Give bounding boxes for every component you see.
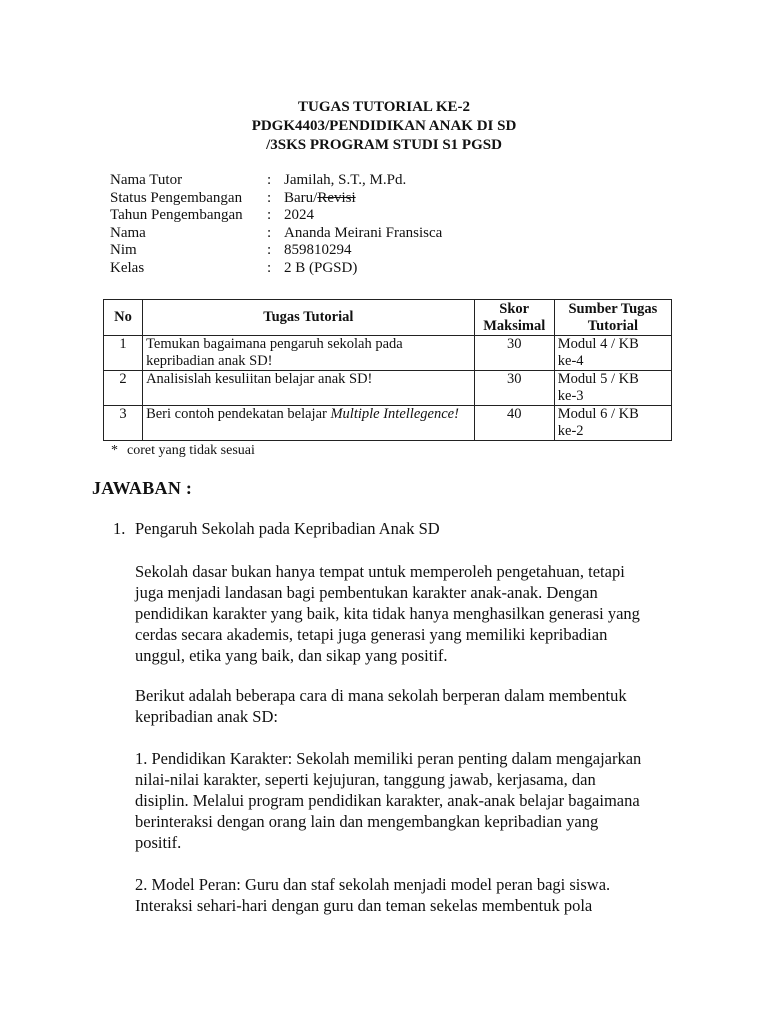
row-source-line1: Modul 5 / KB	[557, 371, 639, 387]
answer-heading-text: Pengaruh Sekolah pada Kepribadian Anak SD	[135, 519, 440, 538]
row-source-line2: ke-2	[557, 423, 584, 439]
info-label: Tahun Pengembangan	[110, 207, 243, 224]
paragraph-line: berinteraksi dengan orang lain dan mengembangkan kepribadian yang	[135, 812, 599, 831]
info-row-class	[110, 260, 442, 278]
column-header-score	[474, 300, 554, 336]
footnote-text: coret yang tidak sesuai	[127, 443, 255, 458]
row-no: 3	[104, 406, 143, 441]
info-colon: :	[267, 207, 272, 224]
footnote-asterisk: *	[111, 443, 118, 458]
table-row	[104, 406, 672, 441]
status-option-revisi-struck: Revisi	[317, 189, 356, 206]
row-task	[143, 336, 475, 371]
row-source	[554, 371, 671, 406]
paragraph-intro	[135, 561, 695, 666]
paragraph-line: Interaksi sehari-hari dengan guru dan teman sekelas membentuk pola	[135, 896, 593, 915]
paragraph-list-intro	[135, 685, 695, 727]
table-header-row	[104, 300, 672, 336]
row-source-line1: Modul 4 / KB	[557, 336, 639, 352]
paragraph-point-1	[135, 748, 695, 853]
info-colon: :	[267, 172, 272, 188]
info-colon: :	[267, 242, 272, 259]
document-header	[0, 98, 768, 155]
info-label: Nama	[110, 224, 146, 241]
row-task-prefix: Beri contoh pendekatan belajar	[146, 406, 331, 422]
info-value: 2024	[284, 207, 314, 224]
row-source-line2: ke-4	[557, 353, 584, 369]
paragraph-line: kepribadian anak SD:	[135, 707, 278, 726]
row-task-line2: kepribadian anak SD!	[146, 353, 273, 369]
paragraph-line: Sekolah dasar bukan hanya tempat untuk memperoleh pengetahuan, tetapi	[135, 562, 625, 581]
info-label: Nama Tutor	[110, 172, 183, 188]
column-header-score-line2: Maksimal	[483, 317, 546, 334]
column-header-score-line1: Skor	[499, 300, 530, 317]
info-row-name	[110, 225, 442, 243]
info-row-tutor	[110, 172, 442, 190]
column-header-source-line1: Sumber Tugas	[568, 300, 658, 317]
row-source	[554, 406, 671, 441]
info-value: Jamilah, S.T., M.Pd.	[284, 172, 407, 188]
info-label: Nim	[110, 242, 137, 259]
tutorial-task-table	[103, 299, 672, 441]
answer-heading	[113, 519, 440, 539]
row-score: 30	[474, 336, 554, 371]
header-title-line2: PDGK4403/PENDIDIKAN ANAK DI SD	[251, 118, 517, 134]
info-value: 2 B (PGSD)	[284, 259, 358, 276]
row-source-line1: Modul 6 / KB	[557, 406, 639, 422]
info-value: 859810294	[284, 242, 352, 259]
paragraph-line: unggul, etika yang baik, dan sikap yang positif.	[135, 646, 448, 665]
paragraph-line: juga menjadi landasan bagi pembentukan karakter anak-anak. Dengan	[135, 583, 598, 602]
table-row	[104, 336, 672, 371]
paragraph-line: Berikut adalah beberapa cara di mana sekolah berperan dalam membentuk	[135, 686, 627, 705]
info-value	[284, 190, 356, 208]
footnote	[111, 443, 255, 459]
column-header-no: No	[104, 300, 143, 336]
header-title-line3: /3SKS PROGRAM STUDI S1 PGSD	[266, 137, 502, 153]
row-source	[554, 336, 671, 371]
paragraph-line: nilai-nilai karakter, seperti kejujuran, tanggung jawab, kerjasama, dan	[135, 770, 596, 789]
column-header-source	[554, 300, 671, 336]
paragraph-line: disiplin. Melalui program pendidikan karakter, anak-anak belajar bagaimana	[135, 791, 640, 810]
answer-section-title: JAWABAN :	[92, 478, 193, 498]
row-no: 2	[104, 371, 143, 406]
paragraph-line: 1. Pendidikan Karakter: Sekolah memiliki peran penting dalam mengajarkan	[135, 749, 642, 768]
row-task	[143, 406, 475, 441]
paragraph-line: 2. Model Peran: Guru dan staf sekolah menjadi model peran bagi siswa.	[135, 875, 611, 894]
column-header-task: Tugas Tutorial	[143, 300, 475, 336]
paragraph-line: pendidikan karakter yang baik, kita tidak hanya menghasilkan generasi yang	[135, 604, 640, 623]
row-task-line1: Temukan bagaimana pengaruh sekolah pada	[146, 336, 403, 352]
info-value: Ananda Meirani Fransisca	[284, 224, 443, 241]
info-colon: :	[267, 259, 272, 276]
info-row-year	[110, 207, 442, 225]
info-label: Kelas	[110, 259, 145, 276]
paragraph-point-2	[135, 874, 695, 916]
answer-number: 1.	[113, 519, 126, 538]
row-task-line1: Analisislah kesuliitan belajar anak SD!	[146, 371, 373, 387]
paragraph-line: cerdas secara akademis, tetapi juga generasi yang memiliki kepribadian	[135, 625, 608, 644]
info-row-status	[110, 190, 442, 208]
row-score: 30	[474, 371, 554, 406]
status-option-baru: Baru/	[284, 189, 318, 206]
row-score: 40	[474, 406, 554, 441]
row-task-line1	[146, 406, 471, 423]
info-row-nim	[110, 242, 442, 260]
row-source-line2: ke-3	[557, 388, 584, 404]
row-no: 1	[104, 336, 143, 371]
paragraph-line: positif.	[135, 833, 182, 852]
info-label: Status Pengembangan	[110, 189, 243, 206]
info-colon: :	[267, 224, 272, 241]
row-task	[143, 371, 475, 406]
identity-info	[110, 172, 442, 278]
table-row	[104, 371, 672, 406]
info-colon: :	[267, 189, 272, 206]
column-header-source-line2: Tutorial	[587, 317, 638, 334]
header-title-line1: TUGAS TUTORIAL KE-2	[298, 99, 470, 115]
row-task-italic-term: Multiple Intellegence!	[330, 406, 459, 422]
